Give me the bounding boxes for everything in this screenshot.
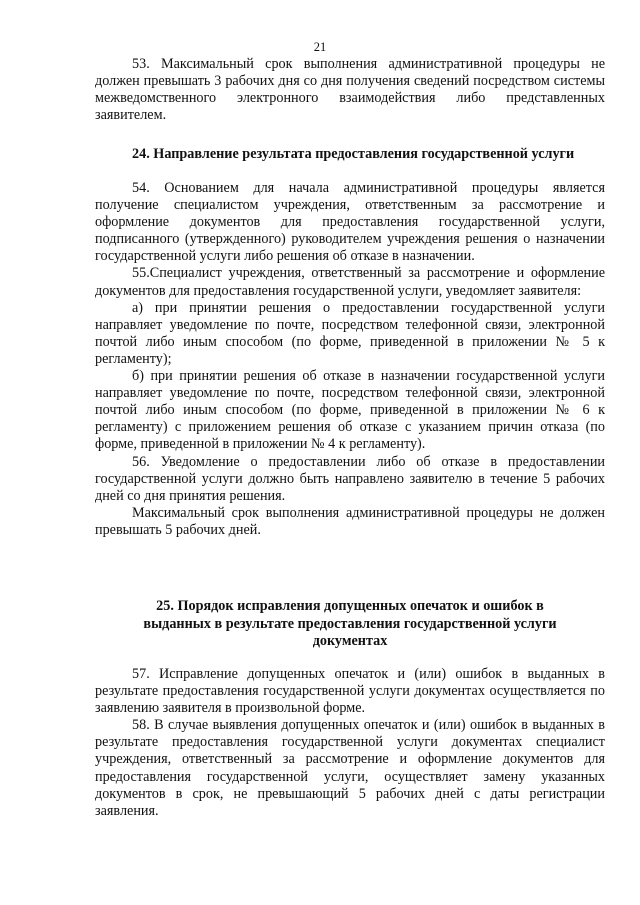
paragraph-55b: б) при принятии решения об отказе в назначении государственной услуги направляет уведомление по почте, посредством телефонной связи, электронной почтой либо иным способом (по форме, приведенной в приложении № 6 к регламенту) с приложением решения об отказе с указанием причин отказа (по форме, приведенной в приложении № 4 к регламенту). <box>95 368 605 453</box>
paragraph-58: 58. В случае выявления допущенных опечаток и (или) ошибок в выданных в результате предоставления государственной услуги документах специалист учреждения, ответственный за рассмотрение и оформление документов для предоставления государственной услуги, осуществляет замену указанных документов в срок, не превышающий 5 рабочих дней с даты регистрации заявления. <box>95 717 605 819</box>
paragraph-56: 56. Уведомление о предоставлении либо об отказе в предоставлении государственной услуги должно быть направлено заявителю в течение 5 рабочих дней со дня принятия решения. <box>95 453 605 504</box>
paragraph-57: 57. Исправление допущенных опечаток и (или) ошибок в выданных в результате предоставления государственной услуги документах осуществляется по заявлению заявителя в произвольной форме. <box>95 666 605 717</box>
paragraph-53-text: 53. Максимальный срок выполнения административной процедуры не должен превышать 3 рабочих дня со дня получения сведений посредством системы межведомственного электронного взаимодействия либо представленных заявителем. <box>95 56 605 124</box>
section-25-body <box>95 666 605 820</box>
section-24-body <box>95 180 605 539</box>
section-24-heading: 24. Направление результата предоставления государственной услуги <box>132 146 575 162</box>
paragraph-56-deadline: Максимальный срок выполнения административной процедуры не должен превышать 5 рабочих дней. <box>95 504 605 538</box>
paragraph-55: 55.Специалист учреждения, ответственный за рассмотрение и оформление документов для предоставления государственной услуги, уведомляет заявителя: <box>95 265 605 299</box>
section-24-heading-block <box>95 146 605 164</box>
paragraph-53 <box>95 56 605 124</box>
section-25-heading-block <box>125 598 575 651</box>
paragraph-54: 54. Основанием для начала административной процедуры является получение специалистом учреждения, ответственным за рассмотрение и оформление документов для предоставления государственной услуги, подписанного (утвержденного) руководителем учреждения решения о назначении государственной услуги либо решения об отказе в назначении. <box>95 180 605 265</box>
page-number: 21 <box>313 40 327 54</box>
section-25-heading: 25. Порядок исправления допущенных опечаток и ошибок в выданных в результате предоставления государственной услуги документах <box>143 598 557 649</box>
paragraph-55a: а) при принятии решения о предоставлении государственной услуги направляет уведомление по почте, посредством телефонной связи, электронной почтой либо иным способом (по форме, приведенной в приложении № 5 к регламенту); <box>95 299 605 367</box>
